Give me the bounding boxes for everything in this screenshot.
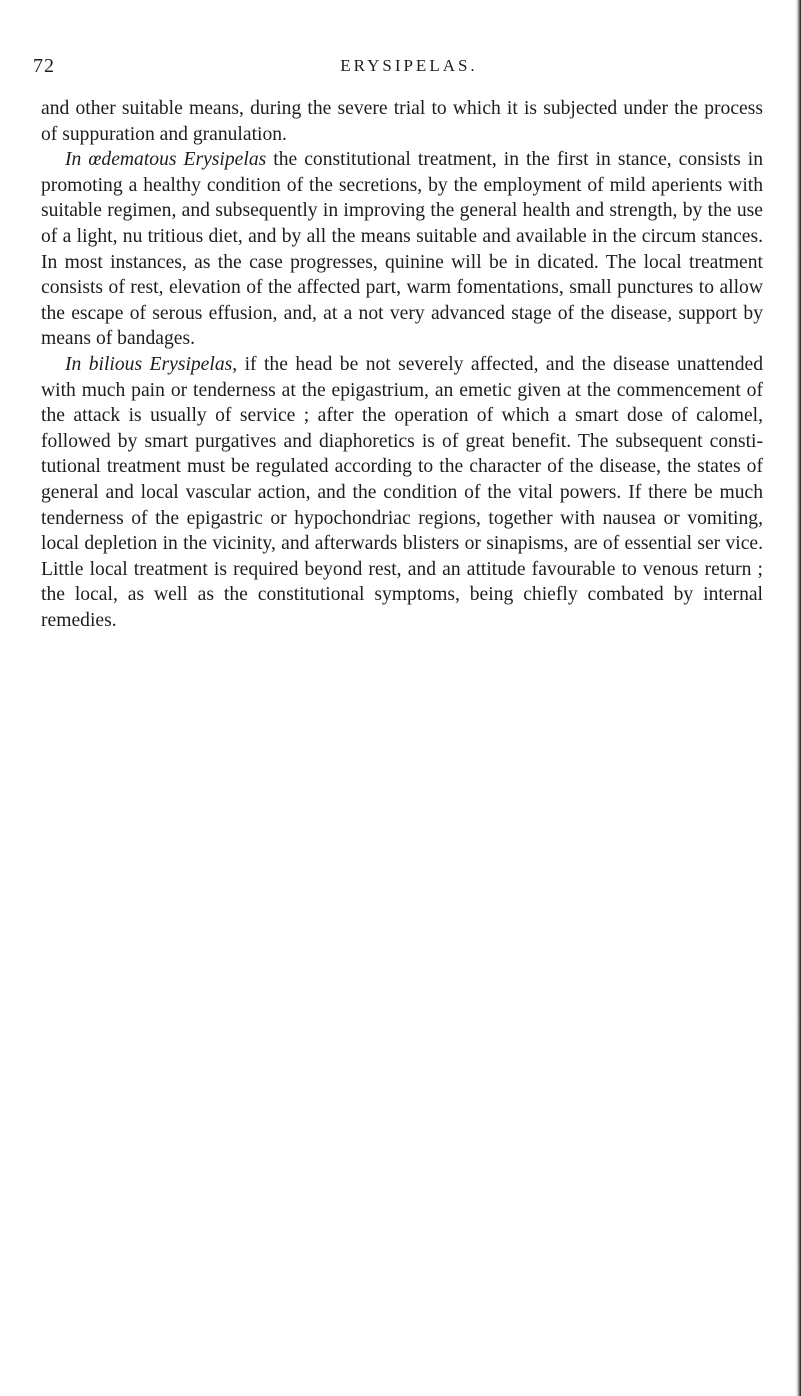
paragraph-bilious-lead: In bilious Erysipelas,: [65, 353, 238, 375]
body-text: [41, 96, 763, 633]
paragraph-1: [41, 96, 763, 147]
page-header: [33, 52, 763, 80]
paragraph-bilious: [41, 352, 763, 634]
running-head: ERYSIPELAS.: [340, 56, 478, 75]
paragraph-bilious-text: if the head be not severely affected, and the disease unattended with much pain or tenderness at the epigastrium, an emetic given at the commencement of the attack is usually of service ; after the operation of which a smart dose of calomel, followed by smart purgatives and diaphoretics is of great benefit. The subsequent consti tutional treatment must be regulated according to the character of the disease, the states of general and local vascular action, and the condition of the vital powers. If there be much tenderness of the epigastric or hypochondriac regions, together with nausea or vomiting, local depletion in the vicinity, and afterwards blisters or sinapisms, are of essential ser vice. Little local treatment is required beyond rest, and an attitude favourable to venous return ; the local, as well as the constitutional symptoms, being chiefly combated by internal remedies.: [41, 353, 763, 631]
paragraph-oedematous-lead: In œdematous Erysipelas: [65, 149, 267, 171]
paragraph-1-text: and other suitable means, during the severe trial to which it is subjected under the process of suppuration and granulation.: [41, 98, 763, 145]
paragraph-oedematous-text: the constitutional treatment, in the first in stance, consists in promoting a healthy condition of the secretions, by the employment of mild aperients with suitable regimen, and subsequently in improving the general health and strength, by the use of a light, nu tritious diet, and by all the means suitable and available in the circum stances. In most instances, as the case progresses, quinine will be in dicated. The local treatment consists of rest, elevation of the affected part, warm fomentations, small punctures to allow the escape of serous effusion, and, at a not very advanced stage of the disease, support by means of bandages.: [41, 149, 763, 350]
page-edge-shadow: [795, 0, 801, 1396]
paragraph-oedematous: [41, 147, 763, 352]
page-number: 72: [33, 55, 55, 77]
